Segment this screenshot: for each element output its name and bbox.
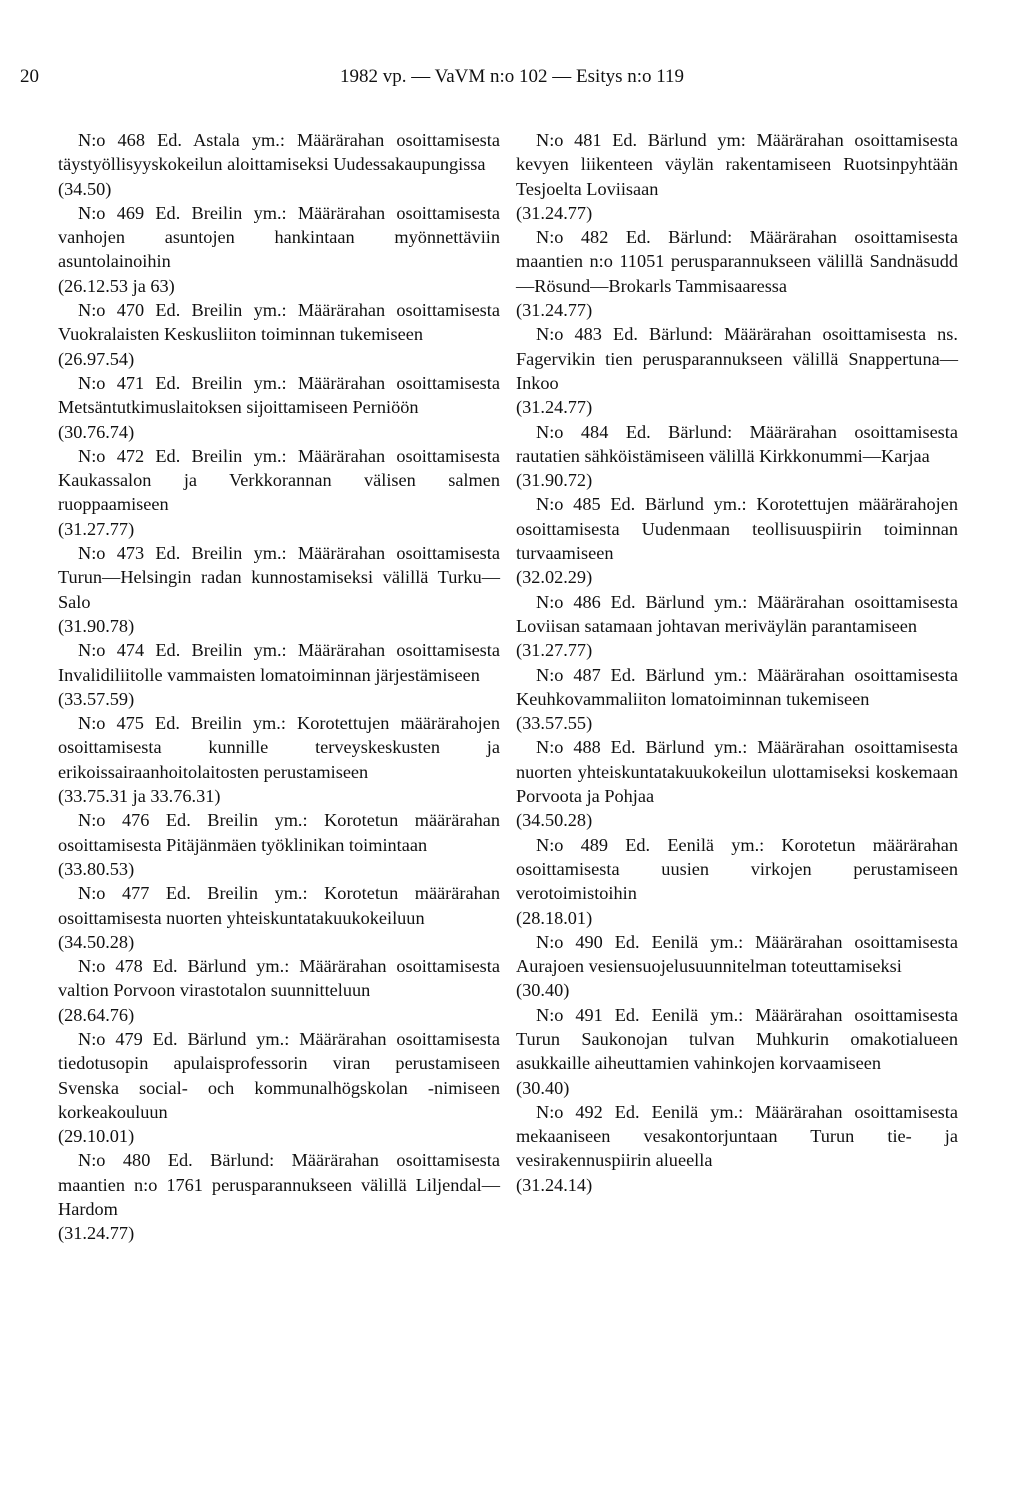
entry-text: N:o 480 Ed. Bärlund: Määrärahan osoittamisesta maantien n:o 1761 perusparannukseen välillä Liljendal—Hardom	[58, 1150, 500, 1220]
entry-text: N:o 492 Ed. Eenilä ym.: Määrärahan osoittamisesta mekaaniseen vesakontorjuntaan Turun tie- ja vesirakennuspiirin alueella	[516, 1101, 958, 1171]
entry-code: (31.24.77)	[516, 397, 593, 418]
entry-484	[516, 420, 958, 493]
entry-text: N:o 469 Ed. Breilin ym.: Määrärahan osoittamisesta vanhojen asuntojen hankintaan myönnettäviin asuntolainoihin	[58, 202, 500, 272]
entry-text: N:o 468 Ed. Astala ym.: Määrärahan osoittamisesta täystyöllisyyskokeilun aloittamiseksi Uudessakaupungissa	[58, 130, 500, 175]
entry-code: (30.76.74)	[58, 421, 135, 442]
entry-code: (30.40)	[516, 980, 570, 1001]
entry-text: N:o 476 Ed. Breilin ym.: Korotetun määrärahan osoittamisesta Pitäjänmäen työklinikan toimintaan	[58, 810, 500, 855]
entry-code: (26.12.53 ja 63)	[58, 275, 175, 296]
entry-488	[516, 735, 958, 832]
entry-text: N:o 486 Ed. Bärlund ym.: Määrärahan osoittamisesta Loviisan satamaan johtavan meriväylän parantamiseen	[516, 591, 958, 636]
entry-text: N:o 478 Ed. Bärlund ym.: Määrärahan osoittamisesta valtion Porvoon virastotalon suunnitteluun	[58, 956, 500, 1001]
entry-code: (31.27.77)	[58, 518, 135, 539]
entry-code: (28.64.76)	[58, 1004, 135, 1025]
entry-code: (31.90.78)	[58, 615, 135, 636]
entry-476	[58, 808, 500, 881]
entry-text: N:o 484 Ed. Bärlund: Määrärahan osoittamisesta rautatien sähköistämiseen välillä Kirkkonummi—Karjaa	[516, 421, 958, 466]
entry-code: (34.50.28)	[516, 810, 593, 831]
entry-481	[516, 128, 958, 225]
entry-text: N:o 487 Ed. Bärlund ym.: Määrärahan osoittamisesta Keuhkovammaliiton lomatoiminnan tukemiseen	[516, 664, 958, 709]
entry-490	[516, 930, 958, 1003]
entry-code: (33.75.31 ja 33.76.31)	[58, 786, 221, 807]
entry-text: N:o 483 Ed. Bärlund: Määrärahan osoittamisesta ns. Fagervikin tien perusparannukseen välillä Snappertuna—Inkoo	[516, 324, 958, 393]
entry-475	[58, 711, 500, 808]
entry-487	[516, 663, 958, 736]
entry-code: (34.50.28)	[58, 931, 135, 952]
entry-code: (29.10.01)	[58, 1126, 135, 1147]
entry-473	[58, 541, 500, 638]
entry-code: (31.24.77)	[58, 1223, 135, 1244]
entry-472	[58, 444, 500, 541]
entry-code: (31.27.77)	[516, 640, 593, 661]
entry-code: (32.02.29)	[516, 567, 593, 588]
entry-480	[58, 1148, 500, 1245]
entry-code: (26.97.54)	[58, 348, 135, 369]
entry-code: (31.90.72)	[516, 470, 593, 491]
entry-text: N:o 471 Ed. Breilin ym.: Määrärahan osoittamisesta Metsäntutkimuslaitoksen sijoittamiseen Perniöön	[58, 372, 500, 418]
page-header	[0, 66, 1024, 96]
entry-text: N:o 475 Ed. Breilin ym.: Korotettujen määrärahojen osoittamisesta kunnille terveyskeskusten ja erikoissairaanhoitolaitosten perustamiseen	[58, 713, 500, 782]
entry-486	[516, 590, 958, 663]
page-number: 20	[20, 66, 39, 87]
entry-code: (31.24.77)	[516, 202, 593, 223]
entry-text: N:o 474 Ed. Breilin ym.: Määrärahan osoittamisesta Invalidiliitolle vammaisten lomatoiminnan järjestämiseen	[58, 640, 500, 685]
entry-code: (34.50)	[58, 178, 112, 199]
entry-485	[516, 492, 958, 589]
entry-483	[516, 322, 958, 419]
entry-text: N:o 482 Ed. Bärlund: Määrärahan osoittamisesta maantien n:o 11051 perusparannukseen välillä Sandnäsudd—Rösund—Brokarls Tammisaaressa	[516, 227, 958, 296]
entry-code: (33.57.55)	[516, 713, 593, 734]
entry-482	[516, 225, 958, 322]
entry-text: N:o 479 Ed. Bärlund ym.: Määrärahan osoittamisesta tiedotusopin apulaisprofessorin viran perustamiseen Svenska social- och kommunalhögskolan -nimiseen korkeakouluun	[58, 1028, 500, 1122]
running-title: 1982 vp. — VaVM n:o 102 — Esitys n:o 119	[339, 66, 685, 87]
entry-text: N:o 473 Ed. Breilin ym.: Määrärahan osoittamisesta Turun—Helsingin radan kunnostamiseksi välillä Turku—Salo	[58, 543, 500, 612]
entry-492	[516, 1100, 958, 1197]
entry-text: N:o 489 Ed. Eenilä ym.: Korotetun määrärahan osoittamisesta uusien virkojen perustamiseen verotoimistoihin	[516, 834, 958, 904]
entry-text: N:o 470 Ed. Breilin ym.: Määrärahan osoittamisesta Vuokralaisten Keskusliiton toiminnan tukemiseen	[58, 300, 500, 345]
entry-text: N:o 491 Ed. Eenilä ym.: Määrärahan osoittamisesta Turun Saukonojan tulvan Muhkurin omakotialueen asukkaille aiheuttamien vahinkojen korvaamiseen	[516, 1004, 958, 1074]
entry-code: (33.80.53)	[58, 858, 135, 879]
entry-470	[58, 298, 500, 371]
entry-479	[58, 1027, 500, 1148]
entry-code: (31.24.77)	[516, 300, 593, 321]
entry-text: N:o 477 Ed. Breilin ym.: Korotetun määrärahan osoittamisesta nuorten yhteiskuntatakuukokeiluun	[58, 883, 500, 928]
entry-text: N:o 490 Ed. Eenilä ym.: Määrärahan osoittamisesta Aurajoen vesiensuojelusuunnitelman toteuttamiseksi	[516, 931, 958, 977]
entry-code: (33.57.59)	[58, 688, 135, 709]
entry-code: (28.18.01)	[516, 907, 593, 928]
entry-477	[58, 881, 500, 954]
entry-489	[516, 833, 958, 930]
entry-text: N:o 481 Ed. Bärlund ym: Määrärahan osoittamisesta kevyen liikenteen väylän rakentamiseen Ruotsinpyhtään Tesjoelta Loviisaan	[516, 130, 958, 199]
entry-text: N:o 472 Ed. Breilin ym.: Määrärahan osoittamisesta Kaukassalon ja Verkkorannan välisen salmen ruoppaamiseen	[58, 445, 500, 515]
entry-478	[58, 954, 500, 1027]
right-column	[516, 128, 958, 1197]
entry-469	[58, 201, 500, 298]
entry-text: N:o 488 Ed. Bärlund ym.: Määrärahan osoittamisesta nuorten yhteiskuntatakuukokeilun ulottamiseksi koskemaan Porvoota ja Pohjaa	[516, 737, 958, 807]
entry-code: (31.24.14)	[516, 1174, 593, 1195]
entry-text: N:o 485 Ed. Bärlund ym.: Korotettujen määrärahojen osoittamisesta Uudenmaan teollisuuspiirin toiminnan turvaamiseen	[516, 494, 958, 564]
entry-468	[58, 128, 500, 201]
entry-491	[516, 1003, 958, 1100]
entry-code: (30.40)	[516, 1077, 570, 1098]
entry-471	[58, 371, 500, 444]
entry-474	[58, 638, 500, 711]
left-column	[58, 128, 500, 1246]
